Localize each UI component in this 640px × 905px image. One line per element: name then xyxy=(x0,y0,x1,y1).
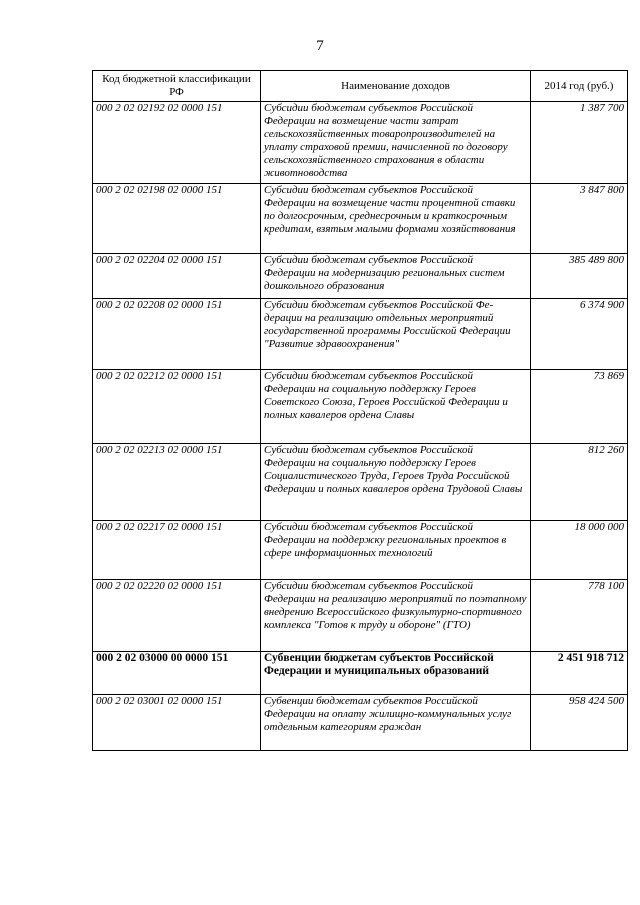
row-code: 000 2 02 02212 02 0000 151 xyxy=(93,370,261,444)
row-name: Субсидии бюджетам субъектов Российской Федерации на поддержку региональных проектов в сфере информационных технологий xyxy=(261,521,531,580)
row-name: Субсидии бюджетам субъектов Российской Федерации на социальную поддержку Героев Социалистического Труда, Героев Труда Российской Федерации и полных кавалеров ордена Трудовой Славы xyxy=(261,444,531,521)
row-amount: 778 100 xyxy=(531,580,628,652)
row-amount: 73 869 xyxy=(531,370,628,444)
row-code: 000 2 02 03001 02 0000 151 xyxy=(93,695,261,751)
revenue-table xyxy=(92,70,628,751)
row-amount: 3 847 800 xyxy=(531,184,628,254)
row-name: Субсидии бюджетам субъектов Российской Федерации на реализацию мероприятий по поэтапному внедрению Всероссийского физкультурно-спортивного комплекса "Готов к труду и обороне" (ГТО) xyxy=(261,580,531,652)
table-row xyxy=(93,444,628,521)
row-name: Субсидии бюджетам субъектов Российской Федерации на социальную поддержку Героев Советского Союза, Героев Российской Федерации и полных кавалеров ордена Славы xyxy=(261,370,531,444)
row-code: 000 2 02 02213 02 0000 151 xyxy=(93,444,261,521)
row-amount: 385 489 800 xyxy=(531,254,628,299)
row-amount: 958 424 500 xyxy=(531,695,628,751)
row-amount: 18 000 000 xyxy=(531,521,628,580)
table-row xyxy=(93,254,628,299)
header-year: 2014 год (руб.) xyxy=(531,71,628,102)
table-row xyxy=(93,370,628,444)
row-name: Субсидии бюджетам субъектов Российской Федерации на возмещение части процентной ставки по долгосрочным, среднесрочным и краткосрочным кредитам, взятым малыми формами хозяйствования xyxy=(261,184,531,254)
page-number: 7 xyxy=(316,38,324,54)
row-code: 000 2 02 03000 00 0000 151 xyxy=(93,652,261,695)
row-amount: 6 374 900 xyxy=(531,299,628,370)
row-code: 000 2 02 02192 02 0000 151 xyxy=(93,102,261,184)
table-row-total xyxy=(93,652,628,695)
row-name: Субвенции бюджетам субъектов Российской Федерации на оплату жилищно-коммунальных услуг отдельным категориям граждан xyxy=(261,695,531,751)
row-name: Субсидии бюджетам субъектов Российской Фе-дерации на реализацию отдельных мероприятий государственной программы Российской Федерации "Развитие здравоохранения" xyxy=(261,299,531,370)
table-row xyxy=(93,299,628,370)
table-row xyxy=(93,184,628,254)
row-name: Субсидии бюджетам субъектов Российской Федерации на модернизацию региональных систем дошкольного образования xyxy=(261,254,531,299)
row-amount: 812 260 xyxy=(531,444,628,521)
table-row xyxy=(93,695,628,751)
table-header-row xyxy=(93,71,628,102)
row-name: Субвенции бюджетам субъектов Российской Федерации и муниципальных образований xyxy=(261,652,531,695)
table-row xyxy=(93,102,628,184)
row-amount: 1 387 700 xyxy=(531,102,628,184)
header-name: Наименование доходов xyxy=(261,71,531,102)
table-row xyxy=(93,521,628,580)
row-name: Субсидии бюджетам субъектов Российской Федерации на возмещение части затрат сельскохозяйственных товаропроизводителей на уплату страховой премии, начисленной по договору сельскохозяйственного страхования в области животноводства xyxy=(261,102,531,184)
row-amount: 2 451 918 712 xyxy=(531,652,628,695)
table-row xyxy=(93,580,628,652)
row-code: 000 2 02 02204 02 0000 151 xyxy=(93,254,261,299)
row-code: 000 2 02 02208 02 0000 151 xyxy=(93,299,261,370)
row-code: 000 2 02 02198 02 0000 151 xyxy=(93,184,261,254)
row-code: 000 2 02 02217 02 0000 151 xyxy=(93,521,261,580)
header-code: Код бюджетной классификации РФ xyxy=(93,71,261,102)
row-code: 000 2 02 02220 02 0000 151 xyxy=(93,580,261,652)
